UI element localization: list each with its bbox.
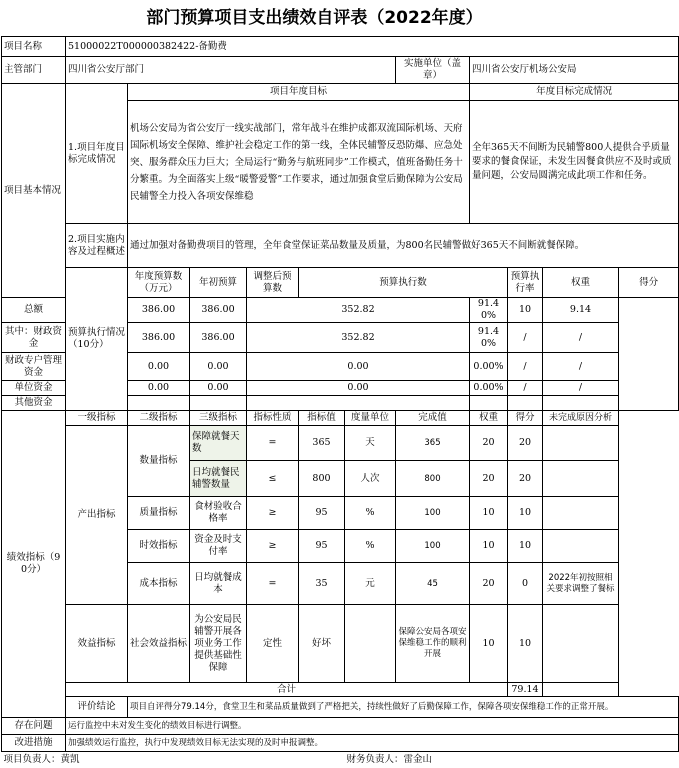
indicator-name: 保障就餐天数 [190, 426, 247, 461]
budget-rate [470, 396, 508, 411]
indicator-score: 20 [508, 426, 543, 461]
indicator-row [2, 605, 679, 683]
dept-label: 主管部门 [2, 57, 66, 84]
budget-row-label: 总额 [2, 298, 66, 323]
indicator-weight: 10 [470, 530, 508, 563]
indicator-weight: 20 [470, 563, 508, 605]
goal-status-text: 全年365天不间断为民辅警800人提供合乎质量要求的餐食保证，未发生因餐食供应不及时或质量问题，公安局圆满完成此项工作和任务。 [470, 101, 679, 224]
indicator-nature: = [247, 426, 299, 461]
indicator-name: 日均就餐成本 [190, 563, 247, 605]
indicator-unit: 人次 [345, 461, 396, 497]
issues-label: 存在问题 [2, 718, 66, 735]
indicator-name: 为公安局民辅警开展各项业务工作提供基础性保障 [190, 605, 247, 683]
budget-adjusted [190, 396, 247, 411]
perf-header-level2: 二级指标 [128, 411, 190, 426]
level2-timeliness: 时效指标 [128, 530, 190, 563]
indicator-unit: % [345, 530, 396, 563]
goal-status-header: 年度目标完成情况 [470, 84, 679, 101]
budget-initial [128, 396, 190, 411]
budget-weight [508, 396, 543, 411]
indicator-score: 10 [508, 530, 543, 563]
annual-goal-text: 机场公安局为省公安厅一线实战部门，常年战斗在维护成都双流国际机场、天府国际机场安全保障、维护社会稳定工作的第一线，全体民辅警反恐防爆、应急处突、服务群众压力巨大；全局运行“勤务与航班同步”工作模式，值班备勤任务十分繁重。为全面落实上级“暖警爱警”工作要求，通过加强食堂后勤保障为公安局民辅警全力投入各项安保维稳 [128, 101, 470, 224]
indicator-weight: 20 [470, 426, 508, 461]
indicator-score: 0 [508, 563, 543, 605]
budget-initial: 386.00 [128, 298, 190, 323]
perf-header-unit: 度量单位 [345, 411, 396, 426]
indicator-nature: ≤ [247, 461, 299, 497]
goal-completion-label: 1.项目年度目标完成情况 [66, 84, 128, 224]
indicator-value: 800 [299, 461, 345, 497]
indicator-reason [543, 426, 619, 461]
perf-section-label: 绩效指标（90分） [2, 411, 66, 718]
perf-header-value: 指标值 [299, 411, 345, 426]
indicator-weight: 10 [470, 605, 508, 683]
indicator-value: 365 [299, 426, 345, 461]
indicator-nature: ≥ [247, 497, 299, 530]
budget-weight: / [508, 381, 543, 396]
finance-leader: 财务负责人：雷金山 [346, 753, 433, 765]
budget-section-label: 预算执行情况（10分） [66, 268, 128, 411]
indicator-weight: 10 [470, 497, 508, 530]
budget-adjusted: 386.00 [190, 298, 247, 323]
budget-header-initial: 年初预算 [190, 268, 247, 298]
level2-social: 社会效益指标 [128, 605, 190, 683]
budget-rate: 0.00% [470, 381, 508, 396]
page-title: 部门预算项目支出绩效自评表（2022年度） [146, 8, 483, 28]
budget-executed: 352.82 [247, 298, 470, 323]
self-eval-table [1, 36, 679, 768]
level2-cost: 成本指标 [128, 563, 190, 605]
perf-header-nature: 指标性质 [247, 411, 299, 426]
total-score: 79.14 [508, 683, 543, 697]
budget-adjusted: 0.00 [190, 381, 247, 396]
budget-row-label: 财政专户管理资金 [2, 353, 66, 381]
budget-score: / [543, 381, 619, 396]
budget-row-label: 其中：财政资金 [2, 323, 66, 353]
budget-row-label: 单位资金 [2, 381, 66, 396]
impl-content-label: 2.项目实施内容及过程概述 [66, 224, 128, 268]
budget-executed [247, 396, 470, 411]
budget-score: 9.14 [543, 298, 619, 323]
issues-text: 运行监控中未对发生变化的绩效目标进行调整。 [66, 718, 679, 735]
budget-initial: 0.00 [128, 353, 190, 381]
indicator-unit: % [345, 497, 396, 530]
indicator-done: 365 [396, 426, 470, 461]
dept-value: 四川省公安厅部门 [66, 57, 396, 84]
indicator-unit: 元 [345, 563, 396, 605]
budget-initial: 386.00 [128, 323, 190, 353]
indicator-value: 好坏 [299, 605, 345, 683]
indicator-score: 10 [508, 497, 543, 530]
indicator-row [2, 426, 679, 461]
level1-benefit: 效益指标 [66, 605, 128, 683]
improve-text: 加强绩效运行监控，执行中发现绩效目标无法实现的及时申报调整。 [66, 735, 679, 752]
total-label: 合计 [66, 683, 508, 697]
perf-header-level3: 三级指标 [190, 411, 247, 426]
budget-initial: 0.00 [128, 381, 190, 396]
budget-executed: 352.82 [247, 323, 470, 353]
budget-header-weight: 权重 [543, 268, 619, 298]
budget-reason [619, 298, 679, 411]
basic-info-label: 项目基本情况 [2, 84, 66, 298]
indicator-weight: 20 [470, 461, 508, 497]
indicator-reason [543, 530, 619, 563]
indicator-reason [543, 605, 619, 683]
indicator-nature: ≥ [247, 530, 299, 563]
perf-header-weight: 权重 [470, 411, 508, 426]
budget-header-score: 得分 [619, 268, 679, 298]
perf-header-level1: 一级指标 [66, 411, 128, 426]
indicator-done: 100 [396, 497, 470, 530]
project-name-label: 项目名称 [2, 37, 66, 57]
project-leader: 项目负责人：黄凯 [3, 753, 80, 765]
budget-header-rate: 预算执行率 [508, 268, 543, 298]
indicator-nature: = [247, 563, 299, 605]
improve-label: 改进措施 [2, 735, 66, 752]
indicator-reason [543, 461, 619, 497]
indicator-unit [345, 605, 396, 683]
indicator-nature: 定性 [247, 605, 299, 683]
budget-weight: / [508, 353, 543, 381]
indicator-done: 保障公安局各项安保维稳工作的顺利开展 [396, 605, 470, 683]
budget-weight: / [508, 323, 543, 353]
annual-goal-header: 项目年度目标 [128, 84, 470, 101]
perf-header-done: 完成值 [396, 411, 470, 426]
indicator-value: 35 [299, 563, 345, 605]
budget-header-adjusted: 调整后预算数 [247, 268, 299, 298]
eval-text: 项目自评得分79.14分，食堂卫生和菜品质量做到了严格把关，持续性做好了后勤保障工作，保障各项安保维稳工作的正常开展。 [128, 697, 679, 718]
indicator-value: 95 [299, 530, 345, 563]
level1-output: 产出指标 [66, 426, 128, 605]
indicator-value: 95 [299, 497, 345, 530]
budget-header-executed: 预算执行数 [299, 268, 508, 298]
budget-rate: 91.40% [470, 323, 508, 353]
perf-header-score: 得分 [508, 411, 543, 426]
impl-content-text: 通过加强对备勤费项目的管理，全年食堂保证菜品数量及质量，为800名民辅警做好365天不间断就餐保障。 [128, 224, 679, 268]
indicator-name: 资金及时支付率 [190, 530, 247, 563]
indicator-name: 日均就餐民辅警数量 [190, 461, 247, 497]
budget-adjusted: 0.00 [190, 353, 247, 381]
impl-unit-value: 四川省公安厅机场公安局 [470, 57, 679, 84]
budget-score: / [543, 323, 619, 353]
budget-adjusted: 386.00 [190, 323, 247, 353]
indicator-done: 100 [396, 530, 470, 563]
eval-label: 评价结论 [66, 697, 128, 718]
budget-rate: 91.40% [470, 298, 508, 323]
indicator-name: 食材验收合格率 [190, 497, 247, 530]
total-reason [543, 683, 619, 697]
indicator-unit: 天 [345, 426, 396, 461]
impl-unit-label: 实施单位（盖章） [396, 57, 470, 84]
perf-header-reason: 未完成原因分析 [543, 411, 619, 426]
indicator-reason [543, 497, 619, 530]
budget-score [543, 396, 619, 411]
budget-executed: 0.00 [247, 381, 470, 396]
indicator-score: 20 [508, 461, 543, 497]
budget-weight: 10 [508, 298, 543, 323]
indicator-score: 10 [508, 605, 543, 683]
budget-row-label: 其他资金 [2, 396, 66, 411]
indicator-done: 45 [396, 563, 470, 605]
level2-quality: 质量指标 [128, 497, 190, 530]
budget-executed: 0.00 [247, 353, 470, 381]
indicator-reason: 2022年初按照相关要求调整了餐标 [543, 563, 619, 605]
budget-header-annual: 年度预算数（万元） [128, 268, 190, 298]
budget-score: / [543, 353, 619, 381]
indicator-done: 800 [396, 461, 470, 497]
level2-quantity: 数量指标 [128, 426, 190, 497]
project-name-value: 51000022T000000382422-备勤费 [66, 37, 679, 57]
budget-rate: 0.00% [470, 353, 508, 381]
